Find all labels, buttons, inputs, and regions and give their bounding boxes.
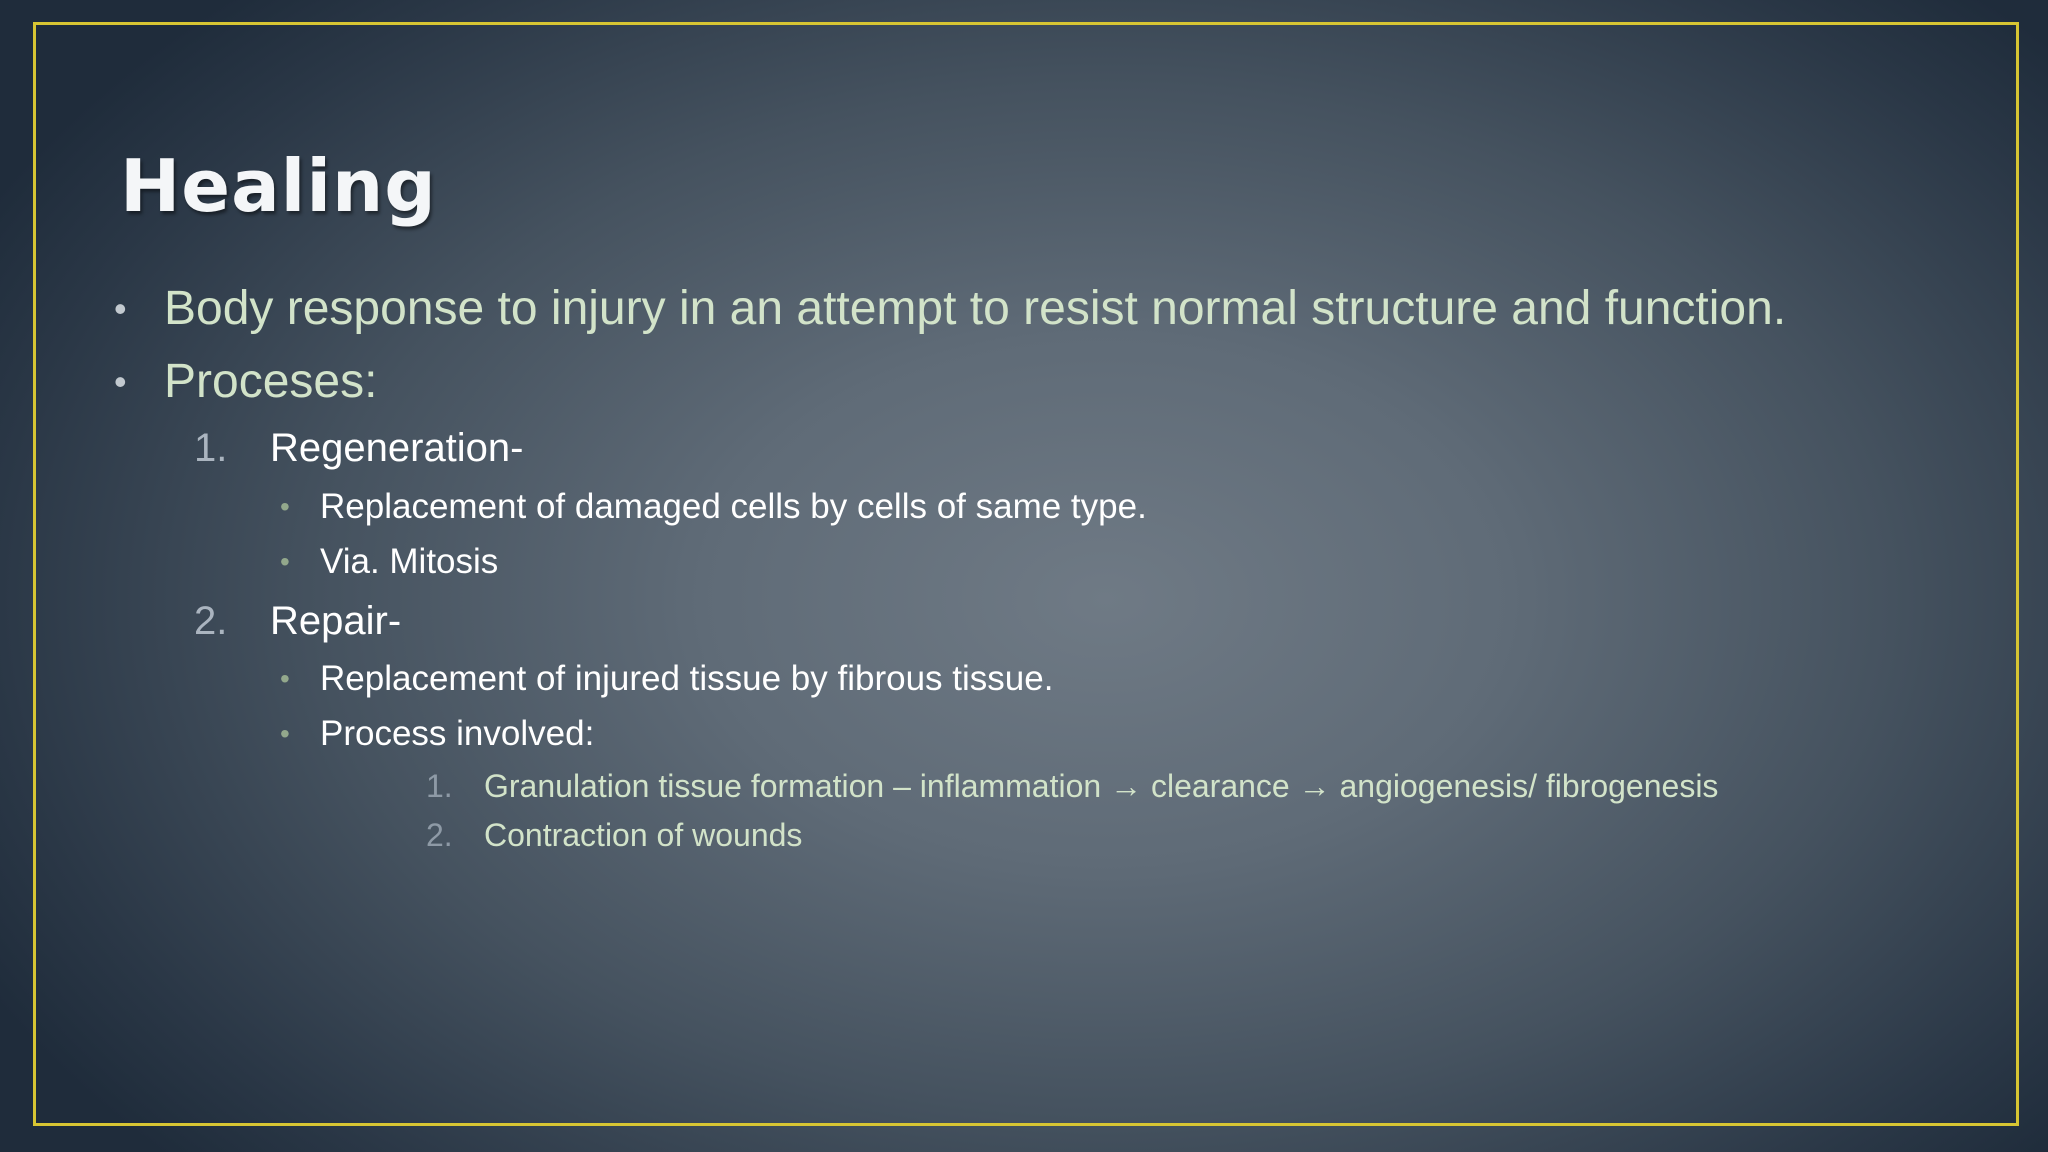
slide-title: Healing bbox=[120, 144, 437, 228]
step-text: Granulation tissue formation – inflammation → clearance → angiogenesis/ fibrogenesis bbox=[484, 768, 1719, 804]
process-label: Repair- bbox=[270, 599, 402, 643]
bullet-item bbox=[114, 279, 1980, 339]
sub-bullet-marker: • bbox=[280, 718, 290, 749]
step-text: Contraction of wounds bbox=[484, 817, 803, 853]
sub-bullet-item bbox=[280, 712, 1480, 756]
process-item-regeneration bbox=[194, 423, 894, 473]
process-item-repair bbox=[194, 596, 894, 646]
sub-bullet-item bbox=[280, 657, 1480, 701]
bullet-text-processes: Proceses: bbox=[164, 355, 378, 408]
sub-bullet-item bbox=[280, 540, 1480, 584]
bullet-marker: • bbox=[114, 361, 127, 402]
sub-bullet-item bbox=[280, 485, 1480, 529]
step-number: 2. bbox=[426, 817, 453, 853]
process-number: 2. bbox=[194, 599, 228, 643]
sub-bullet-text: Replacement of damaged cells by cells of same type. bbox=[320, 487, 1147, 526]
step-item bbox=[426, 815, 1626, 855]
bullet-item bbox=[114, 352, 720, 412]
step-number: 1. bbox=[426, 768, 453, 804]
sub-bullet-marker: • bbox=[280, 491, 290, 522]
sub-bullet-text: Replacement of injured tissue by fibrous tissue. bbox=[320, 659, 1054, 698]
process-label: Regeneration- bbox=[270, 426, 524, 470]
sub-bullet-marker: • bbox=[280, 663, 290, 694]
process-number: 1. bbox=[194, 426, 228, 470]
sub-bullet-marker: • bbox=[280, 546, 290, 577]
sub-bullet-text: Via. Mitosis bbox=[320, 542, 499, 581]
bullet-text-definition: Body response to injury in an attempt to resist normal structure and function. bbox=[164, 282, 1787, 335]
sub-bullet-text: Process involved: bbox=[320, 714, 595, 753]
bullet-marker: • bbox=[114, 288, 127, 329]
step-item bbox=[426, 766, 1986, 806]
